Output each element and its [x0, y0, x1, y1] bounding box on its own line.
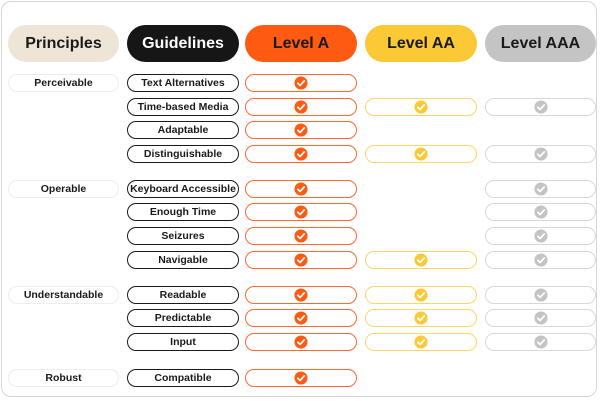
check-icon [534, 100, 548, 114]
check-icon [294, 288, 308, 302]
check-icon [534, 335, 548, 349]
guideline-label: Predictable [127, 309, 239, 327]
principle-label: Perceivable [8, 74, 119, 92]
level-aa-cell [365, 286, 477, 304]
level-a-cell [245, 98, 357, 116]
guideline-label: Distinguishable [127, 145, 239, 163]
level-a-cell [245, 309, 357, 327]
level-aaa-header: Level AAA [485, 25, 596, 62]
level-aaa-cell [485, 251, 596, 269]
guideline-label: Seizures [127, 227, 239, 245]
check-icon [294, 335, 308, 349]
level-aaa-cell [485, 180, 596, 198]
level-aa-cell [365, 251, 477, 269]
guideline-label: Time-based Media [127, 98, 239, 116]
level-aaa-cell [485, 98, 596, 116]
principle-label: Robust [8, 369, 119, 387]
guideline-label: Readable [127, 286, 239, 304]
guideline-label: Adaptable [127, 121, 239, 139]
guideline-label: Compatible [127, 369, 239, 387]
level-aaa-cell [485, 309, 596, 327]
level-aa-cell [365, 309, 477, 327]
guideline-label: Keyboard Accessible [127, 180, 239, 198]
level-aaa-cell [485, 333, 596, 351]
level-a-cell [245, 251, 357, 269]
level-aa-header: Level AA [365, 25, 477, 62]
check-icon [294, 182, 308, 196]
check-icon [534, 182, 548, 196]
level-a-cell [245, 121, 357, 139]
level-aaa-cell [485, 203, 596, 221]
check-icon [534, 147, 548, 161]
level-a-cell [245, 180, 357, 198]
level-a-cell [245, 203, 357, 221]
level-a-cell [245, 369, 357, 387]
wcag-levels-diagram [1, 1, 597, 397]
check-icon [294, 229, 308, 243]
check-icon [294, 311, 308, 325]
level-aaa-cell [485, 145, 596, 163]
check-icon [294, 147, 308, 161]
level-aa-cell [365, 333, 477, 351]
check-icon [534, 288, 548, 302]
check-icon [414, 335, 428, 349]
principles-header: Principles [8, 25, 119, 62]
level-aaa-cell [485, 286, 596, 304]
check-icon [294, 205, 308, 219]
guideline-label: Text Alternatives [127, 74, 239, 92]
check-icon [414, 147, 428, 161]
check-icon [534, 229, 548, 243]
guideline-label: Enough Time [127, 203, 239, 221]
level-aa-cell [365, 98, 477, 116]
check-icon [294, 76, 308, 90]
check-icon [414, 311, 428, 325]
check-icon [294, 371, 308, 385]
level-a-cell [245, 74, 357, 92]
level-aaa-cell [485, 227, 596, 245]
check-icon [414, 100, 428, 114]
check-icon [294, 100, 308, 114]
check-icon [414, 253, 428, 267]
check-icon [414, 288, 428, 302]
level-a-cell [245, 286, 357, 304]
principle-label: Operable [8, 180, 119, 198]
level-a-header: Level A [245, 25, 357, 62]
guideline-label: Input [127, 333, 239, 351]
check-icon [534, 311, 548, 325]
check-icon [294, 123, 308, 137]
guideline-label: Navigable [127, 251, 239, 269]
guidelines-header: Guidelines [127, 25, 239, 62]
level-a-cell [245, 333, 357, 351]
principle-label: Understandable [8, 286, 119, 304]
check-icon [534, 205, 548, 219]
level-aa-cell [365, 145, 477, 163]
check-icon [534, 253, 548, 267]
level-a-cell [245, 145, 357, 163]
check-icon [294, 253, 308, 267]
level-a-cell [245, 227, 357, 245]
